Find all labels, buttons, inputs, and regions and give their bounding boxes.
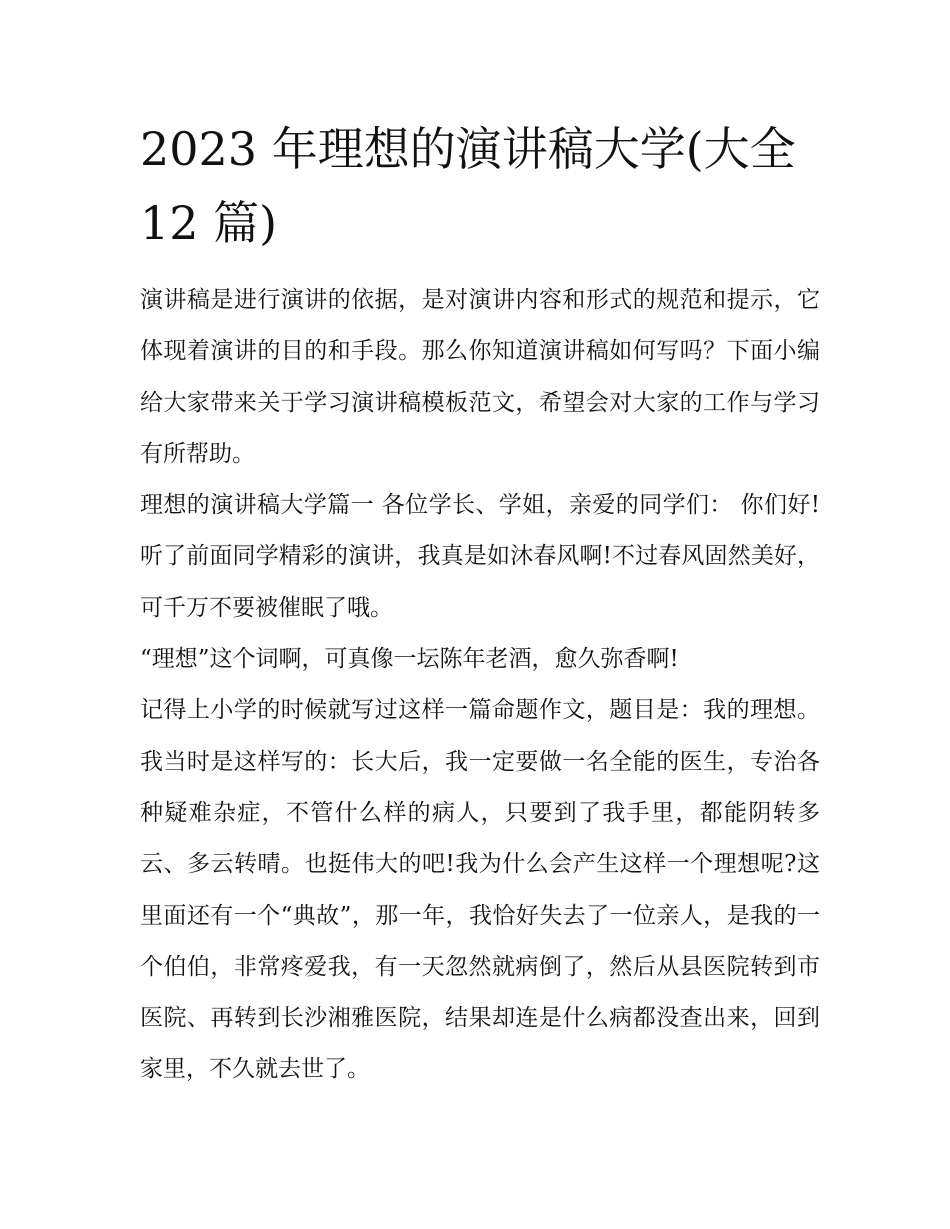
paragraph-childhood-story: 记得上小学的时候就写过这样一篇命题作文，题目是：我的理想。我当时是这样写的：长大后，我一定要做一名全能的医生，专治各种疑难杂症，不管什么样的病人，只要到了我手里，都能阴转多云、多云转晴。也挺伟大的吧!我为什么会产生这样一个理想呢?这里面还有一个“典故”，那一年，我恰好失去了一位亲人，是我的一个伯伯，非常疼爱我，有一天忽然就病倒了，然后从县医院转到市医院、再转到长沙湘雅医院，结果却连是什么病都没查出来，回到家里，不久就去世了。: [140, 697, 820, 1083]
paragraph-greeting: 理想的演讲稿大学篇一 各位学长、学姐，亲爱的同学们： 你们好! 听了前面同学精彩的演讲，我真是如沐春风啊!不过春风固然美好，可千万不要被催眠了哦。: [140, 492, 820, 621]
document-title: 2023 年理想的演讲稿大学(大全 12 篇): [140, 122, 796, 250]
paragraph-ideal-quote: “理想”这个词啊，可真像一坛陈年老酒，愈久弥香啊!: [140, 646, 679, 673]
paragraph-intro: 演讲稿是进行演讲的依据，是对演讲内容和形式的规范和提示，它体现着演讲的目的和手段。那么你知道演讲稿如何写吗？下面小编给大家带来关于学习演讲稿模板范文，希望会对大家的工作与学习有所帮助。: [140, 287, 820, 467]
document-body: [140, 275, 820, 1096]
